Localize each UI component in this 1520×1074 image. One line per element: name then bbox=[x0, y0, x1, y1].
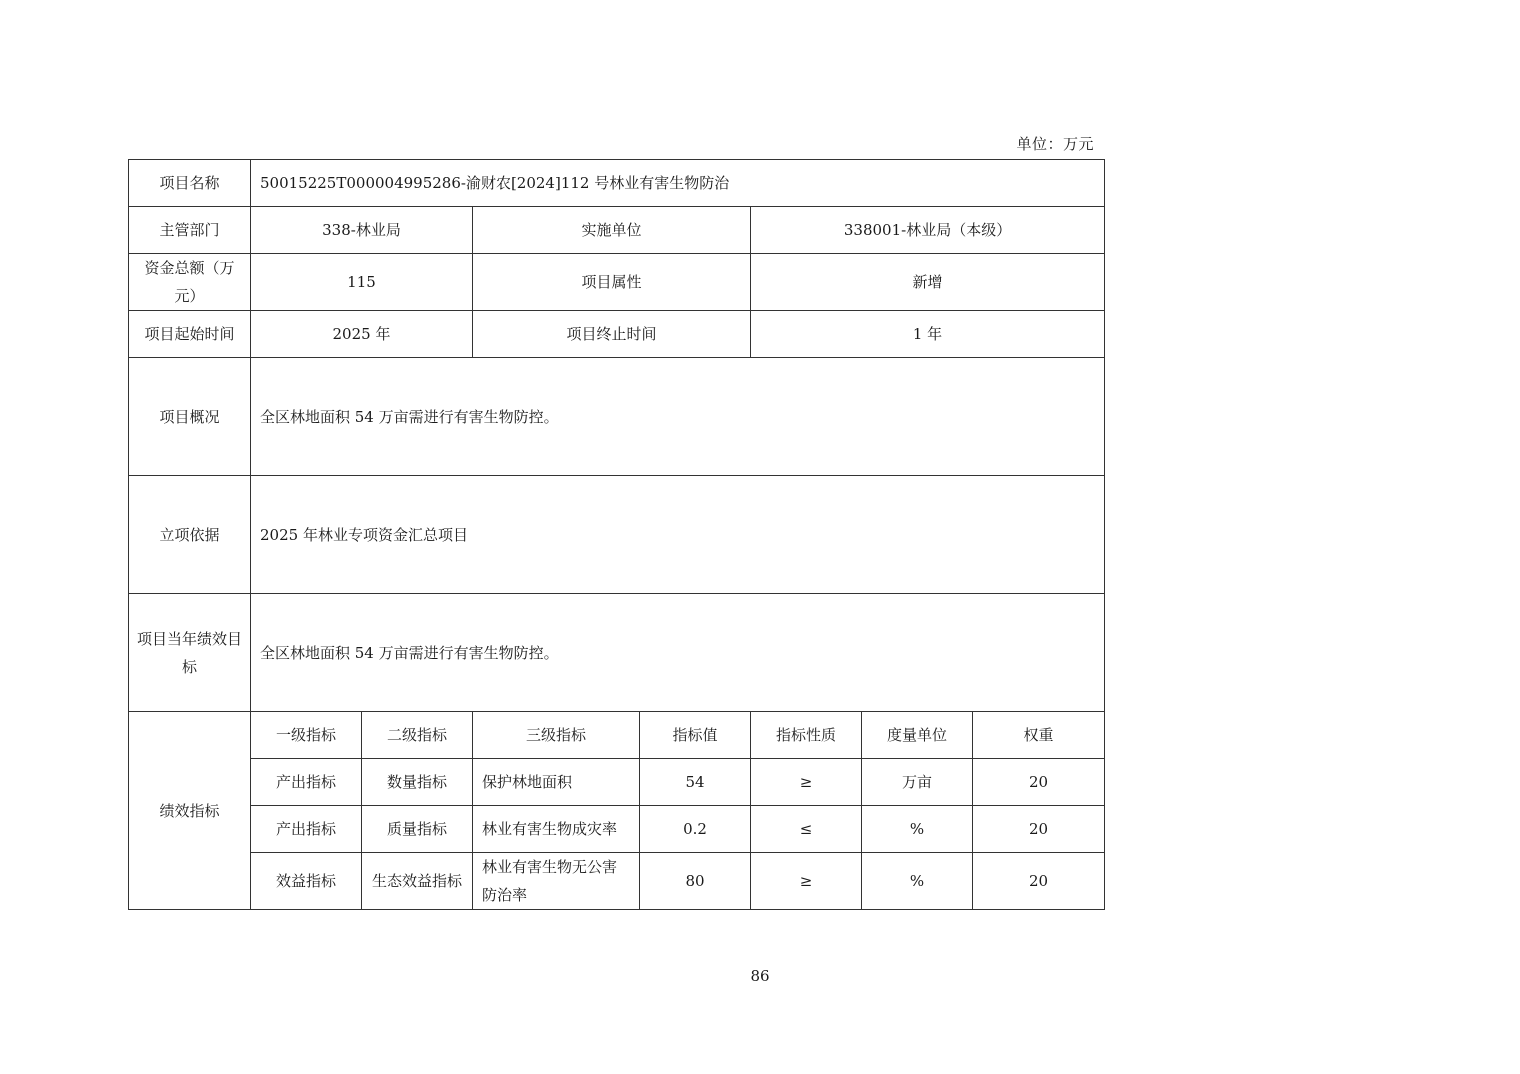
table-row bbox=[129, 806, 1105, 853]
implementing-unit-value: 338001-林业局（本级） bbox=[751, 207, 1105, 254]
level3-cell: 保护林地面积 bbox=[473, 759, 640, 806]
table-row bbox=[129, 759, 1105, 806]
overview-value: 全区林地面积 54 万亩需进行有害生物防控。 bbox=[251, 358, 1105, 476]
level3-cell: 林业有害生物成灾率 bbox=[473, 806, 640, 853]
fund-total-label: 资金总额（万元） bbox=[129, 254, 251, 311]
unit-label: 单位：万元 bbox=[1016, 135, 1094, 153]
weight-cell: 20 bbox=[973, 853, 1105, 910]
nature-cell: ≥ bbox=[751, 759, 862, 806]
project-name-label: 项目名称 bbox=[129, 160, 251, 207]
level2-cell: 生态效益指标 bbox=[362, 853, 473, 910]
department-label: 主管部门 bbox=[129, 207, 251, 254]
header-value: 指标值 bbox=[640, 712, 751, 759]
department-value: 338-林业局 bbox=[251, 207, 473, 254]
row-period bbox=[129, 311, 1105, 358]
end-time-label: 项目终止时间 bbox=[473, 311, 751, 358]
row-basis bbox=[129, 476, 1105, 594]
unit-cell: % bbox=[862, 853, 973, 910]
end-time-value: 1 年 bbox=[751, 311, 1105, 358]
project-attribute-label: 项目属性 bbox=[473, 254, 751, 311]
row-fund bbox=[129, 254, 1105, 311]
row-overview bbox=[129, 358, 1105, 476]
implementing-unit-label: 实施单位 bbox=[473, 207, 751, 254]
page-number: 86 bbox=[750, 967, 770, 985]
nature-cell: ≤ bbox=[751, 806, 862, 853]
weight-cell: 20 bbox=[973, 759, 1105, 806]
level3-cell: 林业有害生物无公害防治率 bbox=[473, 853, 640, 910]
overview-label: 项目概况 bbox=[129, 358, 251, 476]
header-weight: 权重 bbox=[973, 712, 1105, 759]
level1-cell: 效益指标 bbox=[251, 853, 362, 910]
header-level1: 一级指标 bbox=[251, 712, 362, 759]
row-department bbox=[129, 207, 1105, 254]
basis-value: 2025 年林业专项资金汇总项目 bbox=[251, 476, 1105, 594]
header-level2: 二级指标 bbox=[362, 712, 473, 759]
basis-label: 立项依据 bbox=[129, 476, 251, 594]
weight-cell: 20 bbox=[973, 806, 1105, 853]
row-goal bbox=[129, 594, 1105, 712]
level2-cell: 数量指标 bbox=[362, 759, 473, 806]
unit-cell: % bbox=[862, 806, 973, 853]
nature-cell: ≥ bbox=[751, 853, 862, 910]
fund-total-value: 115 bbox=[251, 254, 473, 311]
table-row bbox=[129, 853, 1105, 910]
value-cell: 54 bbox=[640, 759, 751, 806]
row-project-name bbox=[129, 160, 1105, 207]
value-cell: 0.2 bbox=[640, 806, 751, 853]
level1-cell: 产出指标 bbox=[251, 806, 362, 853]
level1-cell: 产出指标 bbox=[251, 759, 362, 806]
header-level3: 三级指标 bbox=[473, 712, 640, 759]
indicator-header-row bbox=[129, 712, 1105, 759]
project-table bbox=[128, 159, 1105, 910]
value-cell: 80 bbox=[640, 853, 751, 910]
unit-cell: 万亩 bbox=[862, 759, 973, 806]
project-attribute-value: 新增 bbox=[751, 254, 1105, 311]
goal-value: 全区林地面积 54 万亩需进行有害生物防控。 bbox=[251, 594, 1105, 712]
project-name-value: 50015225T000004995286-渝财农[2024]112 号林业有害生物防治 bbox=[251, 160, 1105, 207]
header-nature: 指标性质 bbox=[751, 712, 862, 759]
level2-cell: 质量指标 bbox=[362, 806, 473, 853]
goal-label: 项目当年绩效目标 bbox=[129, 594, 251, 712]
start-time-value: 2025 年 bbox=[251, 311, 473, 358]
indicators-section-label: 绩效指标 bbox=[129, 712, 251, 910]
start-time-label: 项目起始时间 bbox=[129, 311, 251, 358]
header-unit: 度量单位 bbox=[862, 712, 973, 759]
